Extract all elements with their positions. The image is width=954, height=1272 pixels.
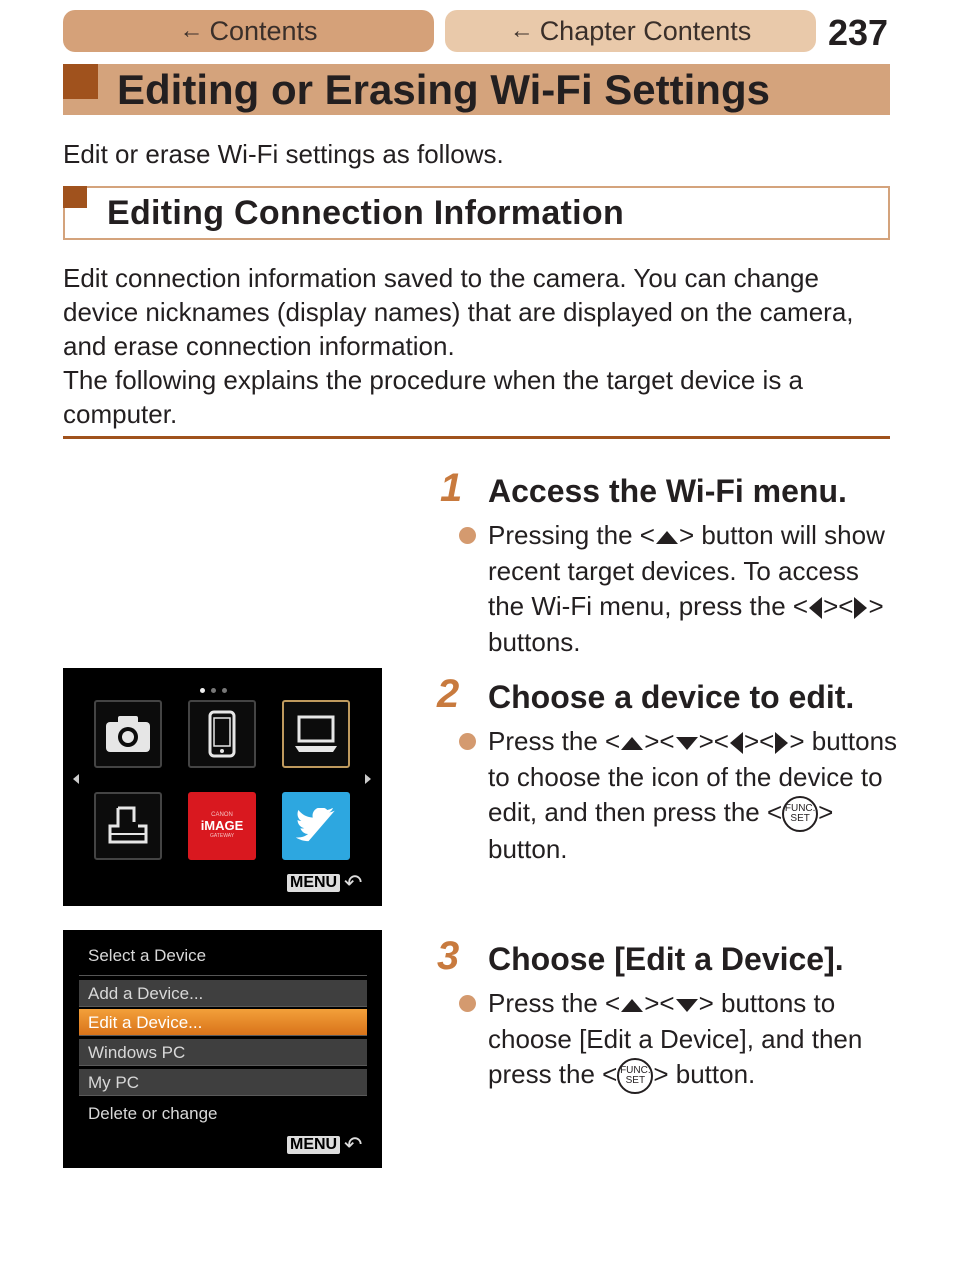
intro-text: Edit or erase Wi-Fi settings as follows. (63, 139, 504, 169)
chapter-contents-link[interactable] (445, 10, 816, 52)
right-button-icon (854, 597, 867, 619)
up-button-icon (656, 531, 678, 544)
menu-button-icon: MENU (287, 1136, 340, 1154)
menu-button-icon: MENU (287, 874, 340, 892)
down-button-icon (676, 999, 698, 1012)
up-button-icon (621, 999, 643, 1012)
smartphone-icon (207, 710, 237, 758)
contents-link[interactable] (63, 10, 434, 52)
step-2-number: 2 (437, 672, 460, 716)
step-2-text: Press the < >< >< >< > buttons to choose the icon of the device to edit, and then press the < FUNC. SET > button. (488, 726, 898, 865)
step-1-number: 1 (440, 466, 463, 510)
bullet-icon (459, 527, 476, 544)
left-button-icon (809, 597, 822, 619)
section-paragraph-2: The following explains the procedure when the target device is a computer. (63, 365, 803, 429)
section-square-icon (63, 186, 87, 208)
func-set-button-icon: FUNC. SET (782, 796, 818, 832)
camera-screen-device-grid (63, 668, 382, 906)
scroll-right-icon[interactable] (365, 774, 371, 784)
contents-link-label: Contents (209, 15, 318, 46)
screen-header: Select a Device (88, 946, 207, 965)
bullet-icon (459, 995, 476, 1012)
bullet-icon (459, 733, 476, 750)
menu-item-my-pc[interactable]: My PC (79, 1069, 367, 1096)
screen-footer-text: Delete or change (88, 1104, 218, 1123)
page-title: Editing or Erasing Wi-Fi Settings (117, 66, 770, 113)
step-3-heading: Choose [Edit a Device]. (488, 941, 844, 977)
down-button-icon (676, 737, 698, 750)
menu-item-add-device[interactable]: Add a Device... (79, 980, 367, 1007)
twitter-tile[interactable] (282, 792, 350, 860)
step-3-text: Press the < >< > buttons to choose [Edit a Device], and then press the < FUNC. SET > button. (488, 986, 898, 1094)
section-paragraph-1: Edit connection information saved to the camera. You can change device nicknames (display names) that are displayed on the camera, and erase connection information. (63, 263, 854, 361)
func-set-button-icon: FUNC. SET (617, 1058, 653, 1094)
twitter-bird-icon (295, 808, 337, 844)
menu-item-edit-device[interactable]: Edit a Device... (79, 1009, 367, 1036)
camera-icon (104, 714, 152, 754)
step-1-text: Pressing the < > button will show recent target devices. To access the Wi-Fi menu, press the < >< > buttons. (488, 520, 885, 657)
section-heading: Editing Connection Information (107, 194, 625, 232)
computer-device-tile[interactable] (282, 700, 350, 768)
page-dots (200, 680, 233, 698)
screen-divider (79, 975, 367, 976)
left-button-icon (730, 732, 743, 754)
step-1-heading: Access the Wi-Fi menu. (488, 473, 847, 509)
computer-icon (293, 714, 339, 754)
up-button-icon (621, 737, 643, 750)
image-gateway-tile[interactable]: CANON iMAGE GATEWAY (188, 792, 256, 860)
chapter-contents-link-label: Chapter Contents (539, 15, 752, 46)
camera-device-tile[interactable] (94, 700, 162, 768)
scroll-left-icon[interactable] (73, 774, 79, 784)
title-square-icon (63, 64, 98, 99)
return-arrow-icon: ↶ (344, 870, 363, 895)
back-arrow-icon: ← (509, 17, 534, 44)
printer-icon (106, 804, 150, 848)
section-divider (63, 436, 890, 439)
smartphone-device-tile[interactable] (188, 700, 256, 768)
return-arrow-icon: ↶ (344, 1132, 363, 1157)
step-2-heading: Choose a device to edit. (488, 679, 855, 715)
menu-item-windows-pc[interactable]: Windows PC (79, 1039, 367, 1066)
page-number: 237 (828, 12, 889, 53)
step-3-number: 3 (437, 934, 460, 978)
printer-device-tile[interactable] (94, 792, 162, 860)
back-arrow-icon: ← (179, 17, 204, 44)
right-button-icon (775, 732, 788, 754)
